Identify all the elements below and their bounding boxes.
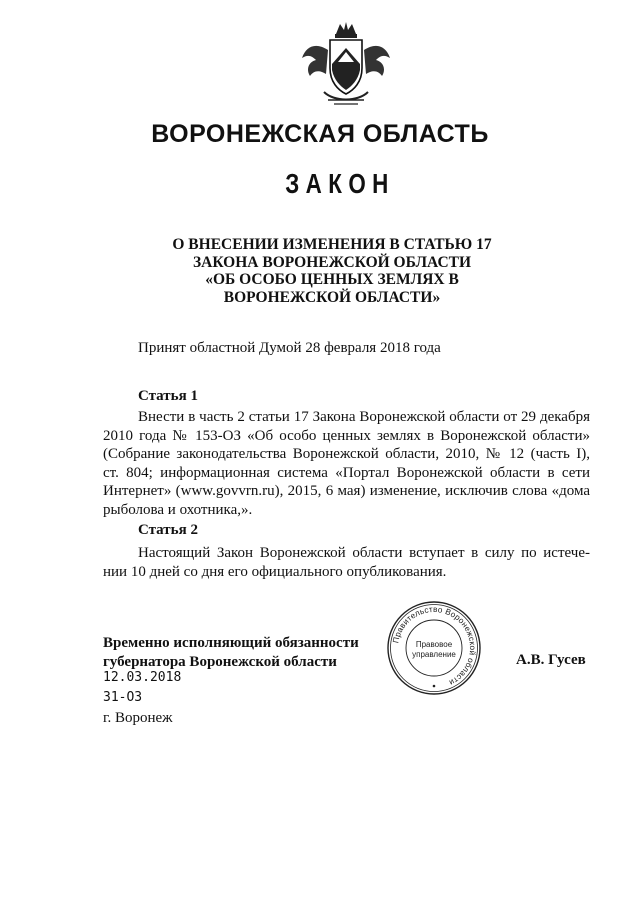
city: г. Воронеж <box>103 710 173 726</box>
region-name: ВОРОНЕЖСКАЯ ОБЛАСТЬ <box>151 120 489 148</box>
law-number: 31-ОЗ <box>103 690 143 705</box>
signing-date: 12.03.2018 <box>103 670 182 685</box>
text-line: Интернет» (www.govvrn.ru), 2015, 6 мая) изменение, исключив слова «дома <box>103 483 590 500</box>
stamp-inner-line: управление <box>412 650 456 659</box>
signatory-position <box>103 634 359 671</box>
text-line: Настоящий Закон Воронежской области вступает в силу по истече- <box>138 545 590 561</box>
stamp-ring-text: Правительство Воронежской области <box>391 604 478 688</box>
adoption-note: Принят областной Думой 28 февраля 2018 года <box>138 340 441 356</box>
law-title <box>0 236 640 306</box>
article-1-heading: Статья 1 <box>138 388 198 404</box>
coat-of-arms-emblem <box>298 20 394 110</box>
law-title-line: О ВНЕСЕНИИ ИЗМЕНЕНИЯ В СТАТЬЮ 17 <box>172 236 492 253</box>
article-2-heading: Статья 2 <box>138 522 198 538</box>
text-line: ст. 804; информационная система «Портал Воронежской области в сети <box>103 464 590 481</box>
law-title-line: ЗАКОНА ВОРОНЕЖСКОЙ ОБЛАСТИ <box>192 253 472 271</box>
text-line: 2010 года № 153-ОЗ «Об особо ценных землях в Воронежской области» <box>103 427 590 444</box>
law-title-line: ВОРОНЕЖСКОЙ ОБЛАСТИ» <box>223 288 441 306</box>
signatory-name: А.В. Гусев <box>516 652 586 668</box>
stamp-inner-line: Правовое <box>415 640 453 649</box>
text-line: рыболова и охотника,». <box>103 501 253 518</box>
text-line: нии 10 дней со дня его официального опубликования. <box>103 563 447 580</box>
text-line: Внести в часть 2 статьи 17 Закона Воронежской области от 29 декабря <box>138 409 590 425</box>
official-stamp <box>386 600 482 696</box>
law-title-line: «ОБ ОСОБО ЦЕННЫХ ЗЕМЛЯХ В <box>205 271 459 288</box>
document-type: ЗАКОН <box>285 168 395 199</box>
position-line: губернатора Воронежской области <box>103 653 337 670</box>
text-line: (Собрание законодательства Воронежской области, 2010, № 12 (часть I), <box>103 446 590 463</box>
article-1-text <box>103 408 590 520</box>
position-line: Временно исполняющий обязанности <box>103 635 359 651</box>
article-2-text <box>103 544 590 581</box>
